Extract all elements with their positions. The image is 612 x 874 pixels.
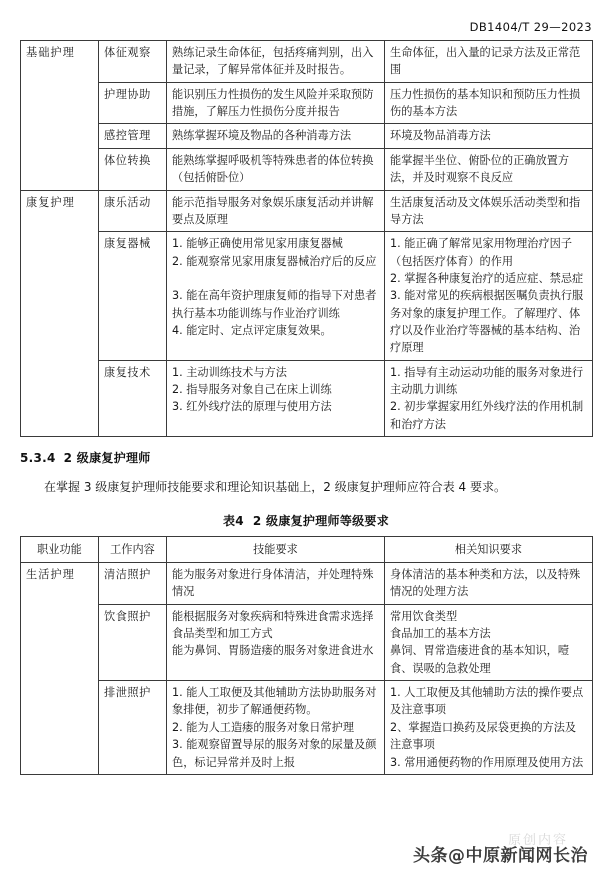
knowledge-line: 身体清洁的基本种类和方法，以及特殊情况的处理方法 [390, 567, 581, 599]
skill-line: 能为鼻饲、胃肠造瘘的服务对象进食进水 [172, 644, 374, 658]
page-running-header [20, 0, 592, 40]
knowledge-requirement-cell [385, 148, 593, 190]
table-row [21, 604, 593, 680]
job-function-cell: 基础护理 [21, 41, 99, 191]
skill-requirement-cell [167, 562, 385, 604]
skill-line: 1. 主动训练技术与方法 [172, 365, 287, 379]
skill-line: 3. 能在高年资护理康复师的指导下对患者执行基本功能训练与作业治疗训练 [172, 289, 377, 320]
table-row [21, 562, 593, 604]
table-row [21, 82, 593, 124]
watermark-ghost: 原创内容 [507, 832, 569, 849]
skill-line: 能为服务对象进行身体清洁，并处理特殊情况 [172, 567, 374, 599]
work-content-cell: 排泄照护 [99, 681, 167, 775]
skill-requirement-cell [167, 360, 385, 436]
skill-line: 3. 红外线疗法的原理与使用方法 [172, 400, 332, 414]
table-row [21, 190, 593, 232]
table-row [21, 124, 593, 148]
knowledge-line: 3. 能对常见的疾病根据医嘱负责执行服务对象的康复护理工作。了解理疗、体疗以及作业治疗等器械的基本结构、治疗原理 [390, 289, 584, 355]
table-3-body [21, 41, 593, 437]
skill-line: 3. 能观察留置导尿的服务对象的尿量及颜色，标记异常并及时上报 [172, 738, 377, 769]
skill-line: 熟练记录生命体征，包括疼痛判别，出入量记录，了解异常体征并及时报告。 [172, 46, 374, 77]
knowledge-requirement-cell [385, 360, 593, 436]
knowledge-line: 食品加工的基本方法 [390, 627, 491, 641]
clause-number: 5.3.4 [20, 451, 56, 466]
knowledge-requirement-cell [385, 41, 593, 83]
table-row [21, 148, 593, 190]
clause-paragraph: 在掌握 3 级康复护理师技能要求和理论知识基础上，2 级康复护理师应符合表 4 要求。 [44, 480, 506, 495]
skill-line: 2. 能观察常见家用康复器械治疗后的反应 [172, 254, 377, 268]
table-4-grade-requirements [20, 536, 593, 775]
skill-line: 2. 能为人工造瘘的服务对象日常护理 [172, 720, 355, 734]
knowledge-line: 压力性损伤的基本知识和预防压力性损伤的基本方法 [390, 87, 581, 119]
skill-requirement-cell [167, 82, 385, 124]
knowledge-line: 2、掌握造口换药及尿袋更换的方法及注意事项 [390, 720, 577, 752]
table-header-row [21, 536, 593, 562]
skill-requirement-cell [167, 124, 385, 148]
work-content-cell: 康复技术 [99, 360, 167, 436]
table-row [21, 360, 593, 436]
table-row [21, 232, 593, 361]
table-4-caption-label: 表4 [222, 513, 244, 528]
knowledge-requirement-cell [385, 82, 593, 124]
knowledge-line: 2. 掌握各种康复治疗的适应症、禁忌症 [390, 271, 584, 285]
knowledge-requirement-cell [385, 562, 593, 604]
knowledge-line: 环境及物品消毒方法 [390, 129, 491, 143]
knowledge-line: 生活康复活动及文体娱乐活动类型和指导方法 [390, 195, 581, 226]
skill-line: 4. 能定时、定点评定康复效果。 [172, 324, 332, 338]
knowledge-line: 鼻饲、胃常造瘘进食的基本知识，噎食、误吸的急救处理 [390, 644, 570, 675]
work-content-cell: 饮食照护 [99, 604, 167, 680]
knowledge-line: 1. 能正确了解常见家用物理治疗因子（包括医疗体育）的作用 [390, 237, 573, 268]
table-4-body [21, 562, 593, 774]
skill-line [172, 270, 379, 287]
skill-line: 1. 能够正确使用常见家用康复器械 [172, 237, 343, 251]
work-content-cell: 体位转换 [99, 148, 167, 190]
knowledge-line: 能掌握半坐位、俯卧位的正确放置方法，并及时观察不良反应 [390, 153, 570, 185]
watermark-footer: 头条@中原新闻网长治 [413, 846, 588, 866]
table-row [21, 41, 593, 83]
work-content-cell: 感控管理 [99, 124, 167, 148]
work-content-cell: 清洁照护 [99, 562, 167, 604]
knowledge-requirement-cell [385, 681, 593, 775]
skill-requirement-cell [167, 232, 385, 361]
work-content-cell: 护理协助 [99, 82, 167, 124]
knowledge-requirement-cell [385, 124, 593, 148]
table-3-grade-requirements [20, 40, 593, 437]
skill-line: 能示范指导服务对象娱乐康复活动并讲解要点及原理 [172, 195, 374, 226]
knowledge-line: 1. 指导有主动运动功能的服务对象进行主动肌力训练 [390, 365, 584, 397]
knowledge-requirement-cell [385, 232, 593, 361]
knowledge-line: 2. 初步掌握家用红外线疗法的作用机制和治疗方法 [390, 400, 584, 431]
job-function-cell: 生活护理 [21, 562, 99, 774]
column-header: 相关知识要求 [385, 536, 593, 562]
skill-line: 2. 指导服务对象自己在床上训练 [172, 383, 332, 397]
table-4-head [21, 536, 593, 562]
skill-line: 能根据服务对象疾病和特殊进食需求选择食品类型和加工方式 [172, 609, 374, 641]
skill-requirement-cell [167, 190, 385, 232]
skill-requirement-cell [167, 604, 385, 680]
job-function-cell: 康复护理 [21, 190, 99, 437]
clause-title: 2 级康复护理师 [63, 451, 151, 466]
knowledge-requirement-cell [385, 604, 593, 680]
table-row [21, 681, 593, 775]
knowledge-requirement-cell [385, 190, 593, 232]
column-header: 职业功能 [21, 536, 99, 562]
table-4-caption-title: 2 级康复护理师等级要求 [252, 513, 390, 528]
table-4-caption [20, 512, 592, 529]
column-header: 工作内容 [99, 536, 167, 562]
skill-line: 1. 能人工取便及其他辅助方法协助服务对象排便，初步了解通便药物。 [172, 686, 377, 717]
skill-requirement-cell [167, 681, 385, 775]
standard-number: DB1404/T 29—2023 [469, 20, 592, 34]
work-content-cell: 康乐活动 [99, 190, 167, 232]
clause-heading [20, 449, 592, 466]
skill-line: 能识别压力性损伤的发生风险并采取预防措施，了解压力性损伤分度并报告 [172, 87, 374, 119]
skill-line: 能熟练掌握呼吸机等特殊患者的体位转换（包括俯卧位） [172, 153, 374, 185]
column-header: 技能要求 [167, 536, 385, 562]
skill-requirement-cell [167, 148, 385, 190]
knowledge-line: 3. 常用通便药物的作用原理及使用方法 [390, 755, 584, 769]
work-content-cell: 体征观察 [99, 41, 167, 83]
skill-requirement-cell [167, 41, 385, 83]
knowledge-line: 生命体征，出入量的记录方法及正常范围 [390, 46, 581, 77]
work-content-cell: 康复器械 [99, 232, 167, 361]
knowledge-line: 常用饮食类型 [390, 609, 458, 623]
knowledge-line: 1. 人工取便及其他辅助方法的操作要点及注意事项 [390, 686, 584, 717]
skill-line: 熟练掌握环境及物品的各种消毒方法 [172, 129, 352, 143]
